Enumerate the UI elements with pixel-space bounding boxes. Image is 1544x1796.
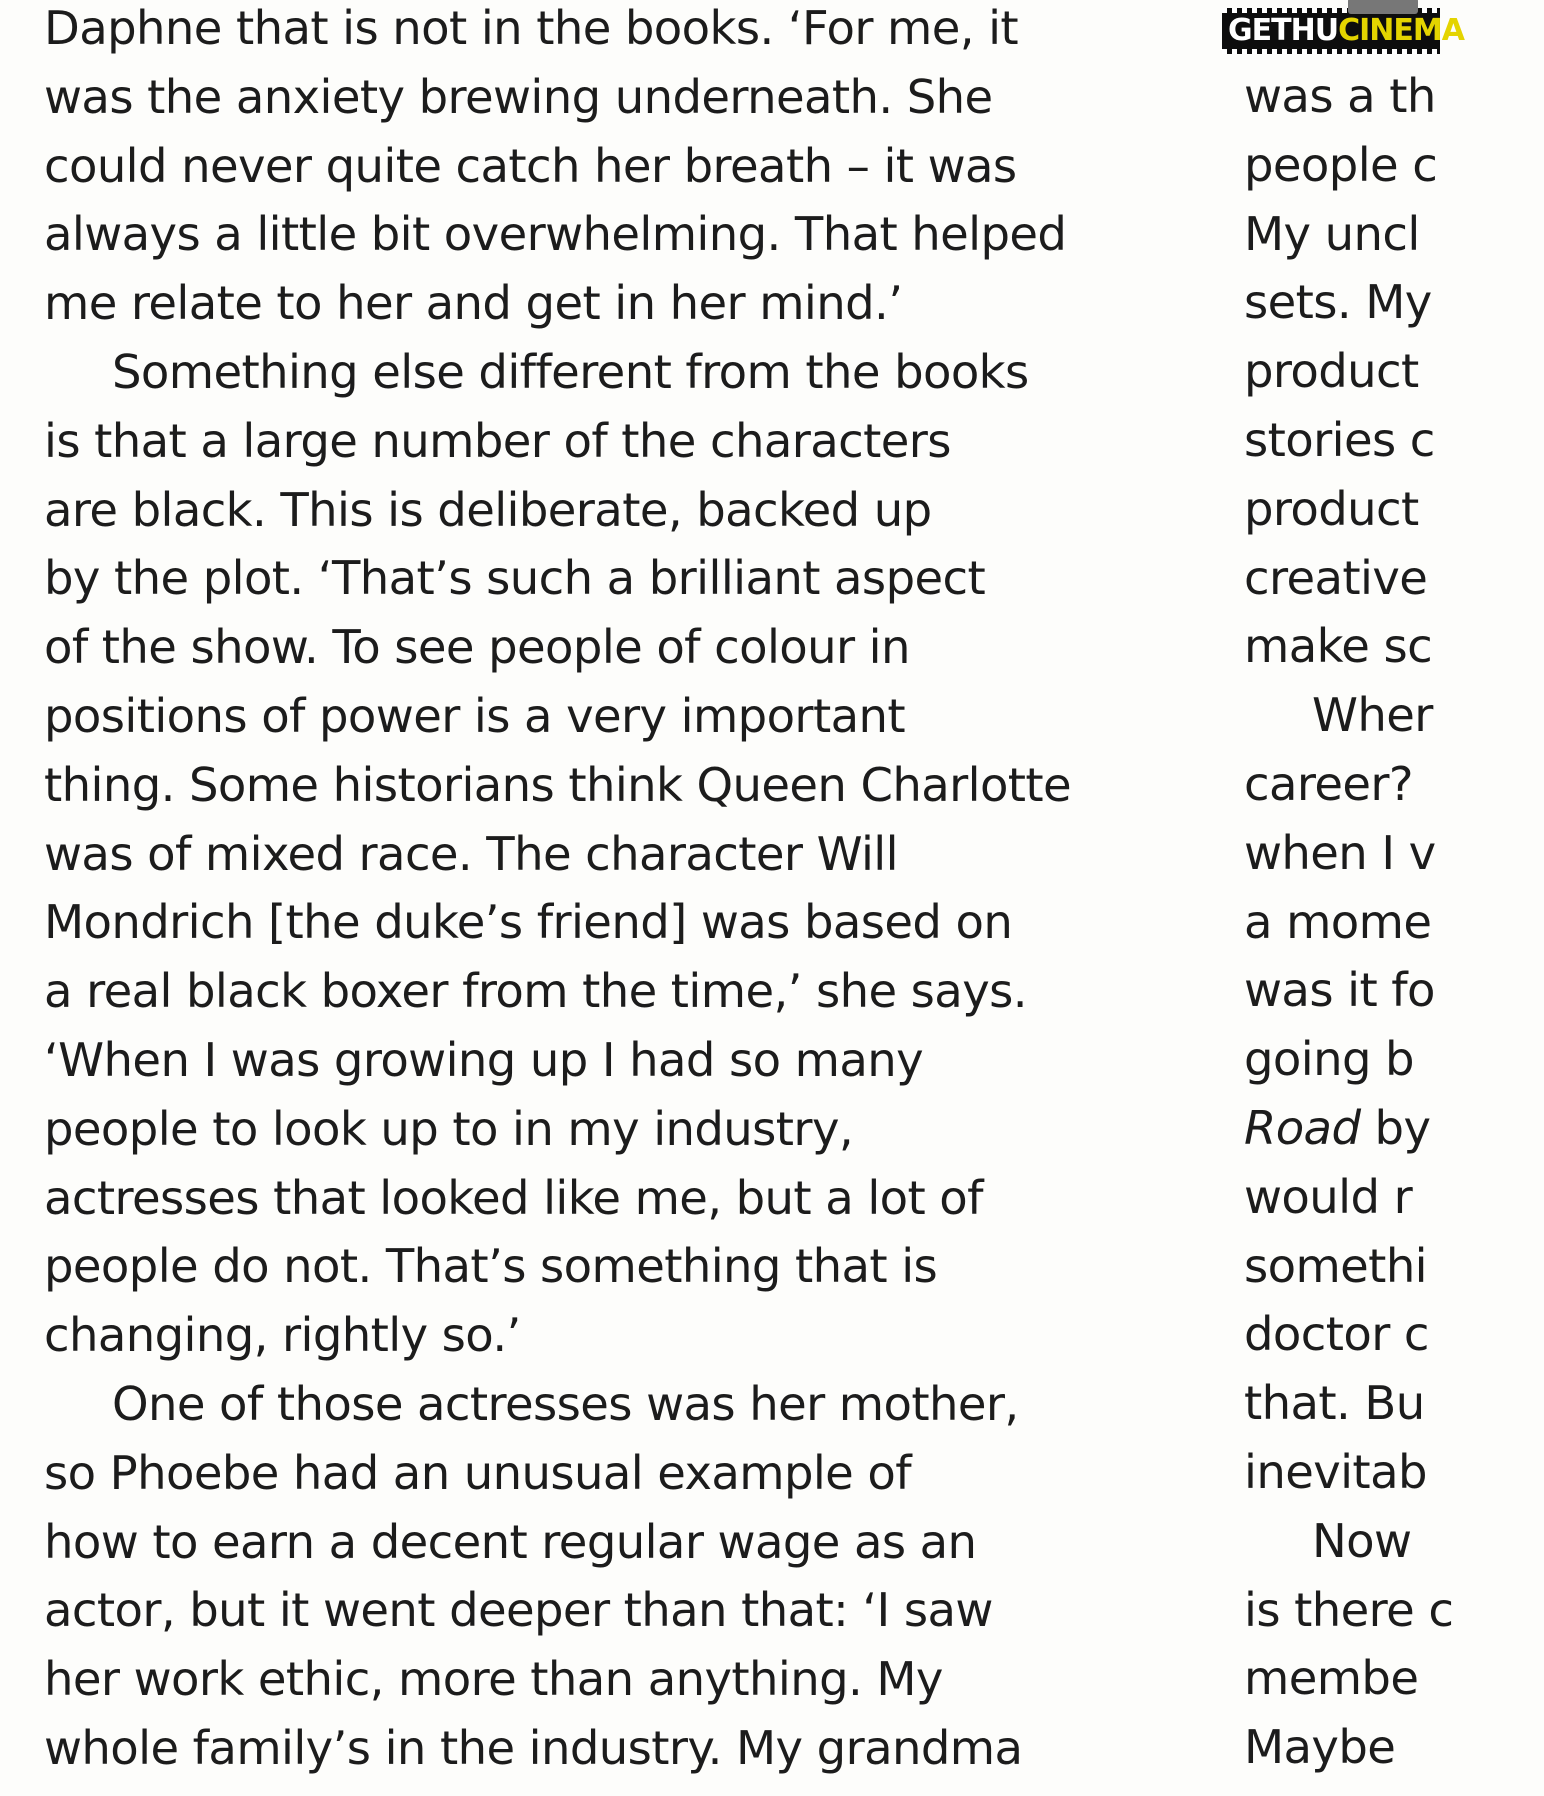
text-line	[1244, 1094, 1544, 1163]
film-strip-bottom	[1222, 49, 1440, 54]
text-line: product	[1244, 481, 1419, 536]
text-line: stories c	[1244, 412, 1435, 467]
logo-text-gethu: GETHU	[1228, 13, 1339, 48]
text-line: is there c	[1244, 1582, 1454, 1637]
text-line: going b	[1244, 1032, 1414, 1087]
camera-icon	[1348, 0, 1418, 14]
text-line: people c	[1244, 137, 1438, 192]
text-line: of the show. To see people of colour in	[44, 620, 910, 675]
text-line: somethi	[1244, 1238, 1428, 1293]
text-line: sets. My	[1244, 275, 1432, 330]
text-line: Mondrich [the duke’s friend] was based on	[44, 895, 1013, 950]
text-line: One of those actresses was her mother,	[112, 1376, 1019, 1431]
text-line: her work ethic, more than anything. My	[44, 1652, 943, 1707]
text-line: doctor c	[1244, 1307, 1429, 1362]
text-line: was of mixed race. The character Will	[44, 826, 898, 881]
text-line: always a little bit overwhelming. That helped	[44, 207, 1067, 262]
text-line: ‘When I was growing up I had so many	[44, 1032, 924, 1087]
text-line: me relate to her and get in her mind.’	[44, 276, 903, 331]
text-line: by the plot. ‘That’s such a brilliant aspect	[44, 551, 986, 606]
text-line: creative	[1244, 550, 1428, 605]
text-line: Wher	[1312, 688, 1433, 743]
gethu-cinema-watermark-logo	[1222, 8, 1464, 54]
text-line: positions of power is a very important	[44, 688, 905, 743]
text-line: Maybe	[1244, 1720, 1396, 1775]
text-line: so Phoebe had an unusual example of	[44, 1445, 911, 1500]
text-line: whole family’s in the industry. My grandma	[44, 1720, 1023, 1775]
text-line: was the anxiety brewing underneath. She	[44, 69, 993, 124]
text-line: how to earn a decent regular wage as an	[44, 1514, 977, 1569]
left-text-column	[44, 0, 1174, 1783]
text-line: Now	[1312, 1513, 1412, 1568]
text-line: actor, but it went deeper than that: ‘I saw	[44, 1583, 993, 1638]
text-line: is that a large number of the characters	[44, 413, 951, 468]
text-line: that. Bu	[1244, 1376, 1425, 1431]
text-line: people do not. That’s something that is	[44, 1239, 938, 1294]
text-line: was a th	[1244, 69, 1436, 123]
text-line: would r	[1244, 1169, 1413, 1224]
text-line: Daphne that is not in the books. ‘For me, it	[44, 1, 1019, 55]
text-line: actresses that looked like me, but a lot of	[44, 1170, 983, 1225]
text-suffix: by	[1360, 1100, 1431, 1155]
text-line: Something else different from the books	[112, 344, 1029, 399]
text-line: a real black boxer from the time,’ she says.	[44, 964, 1027, 1019]
text-line: a mome	[1244, 894, 1432, 949]
text-line: inevitab	[1244, 1444, 1427, 1499]
text-line: My uncl	[1244, 206, 1420, 261]
text-line: membe	[1244, 1651, 1419, 1706]
text-line: could never quite catch her breath – it was	[44, 138, 1017, 193]
text-line: changing, rightly so.’	[44, 1308, 521, 1363]
right-text-column	[1244, 62, 1544, 1782]
logo-text-cinema: CINEMA	[1338, 13, 1464, 48]
text-line: when I v	[1244, 825, 1436, 880]
text-line: are black. This is deliberate, backed up	[44, 482, 932, 537]
text-line: make sc	[1244, 619, 1433, 674]
text-line: career?	[1244, 756, 1413, 811]
italic-title: Road	[1244, 1100, 1361, 1155]
text-line: product	[1244, 344, 1419, 399]
text-line: thing. Some historians think Queen Charlotte	[44, 757, 1072, 812]
logo-text	[1228, 14, 1464, 48]
text-line: people to look up to in my industry,	[44, 1101, 854, 1156]
text-line: was it fo	[1244, 963, 1435, 1018]
